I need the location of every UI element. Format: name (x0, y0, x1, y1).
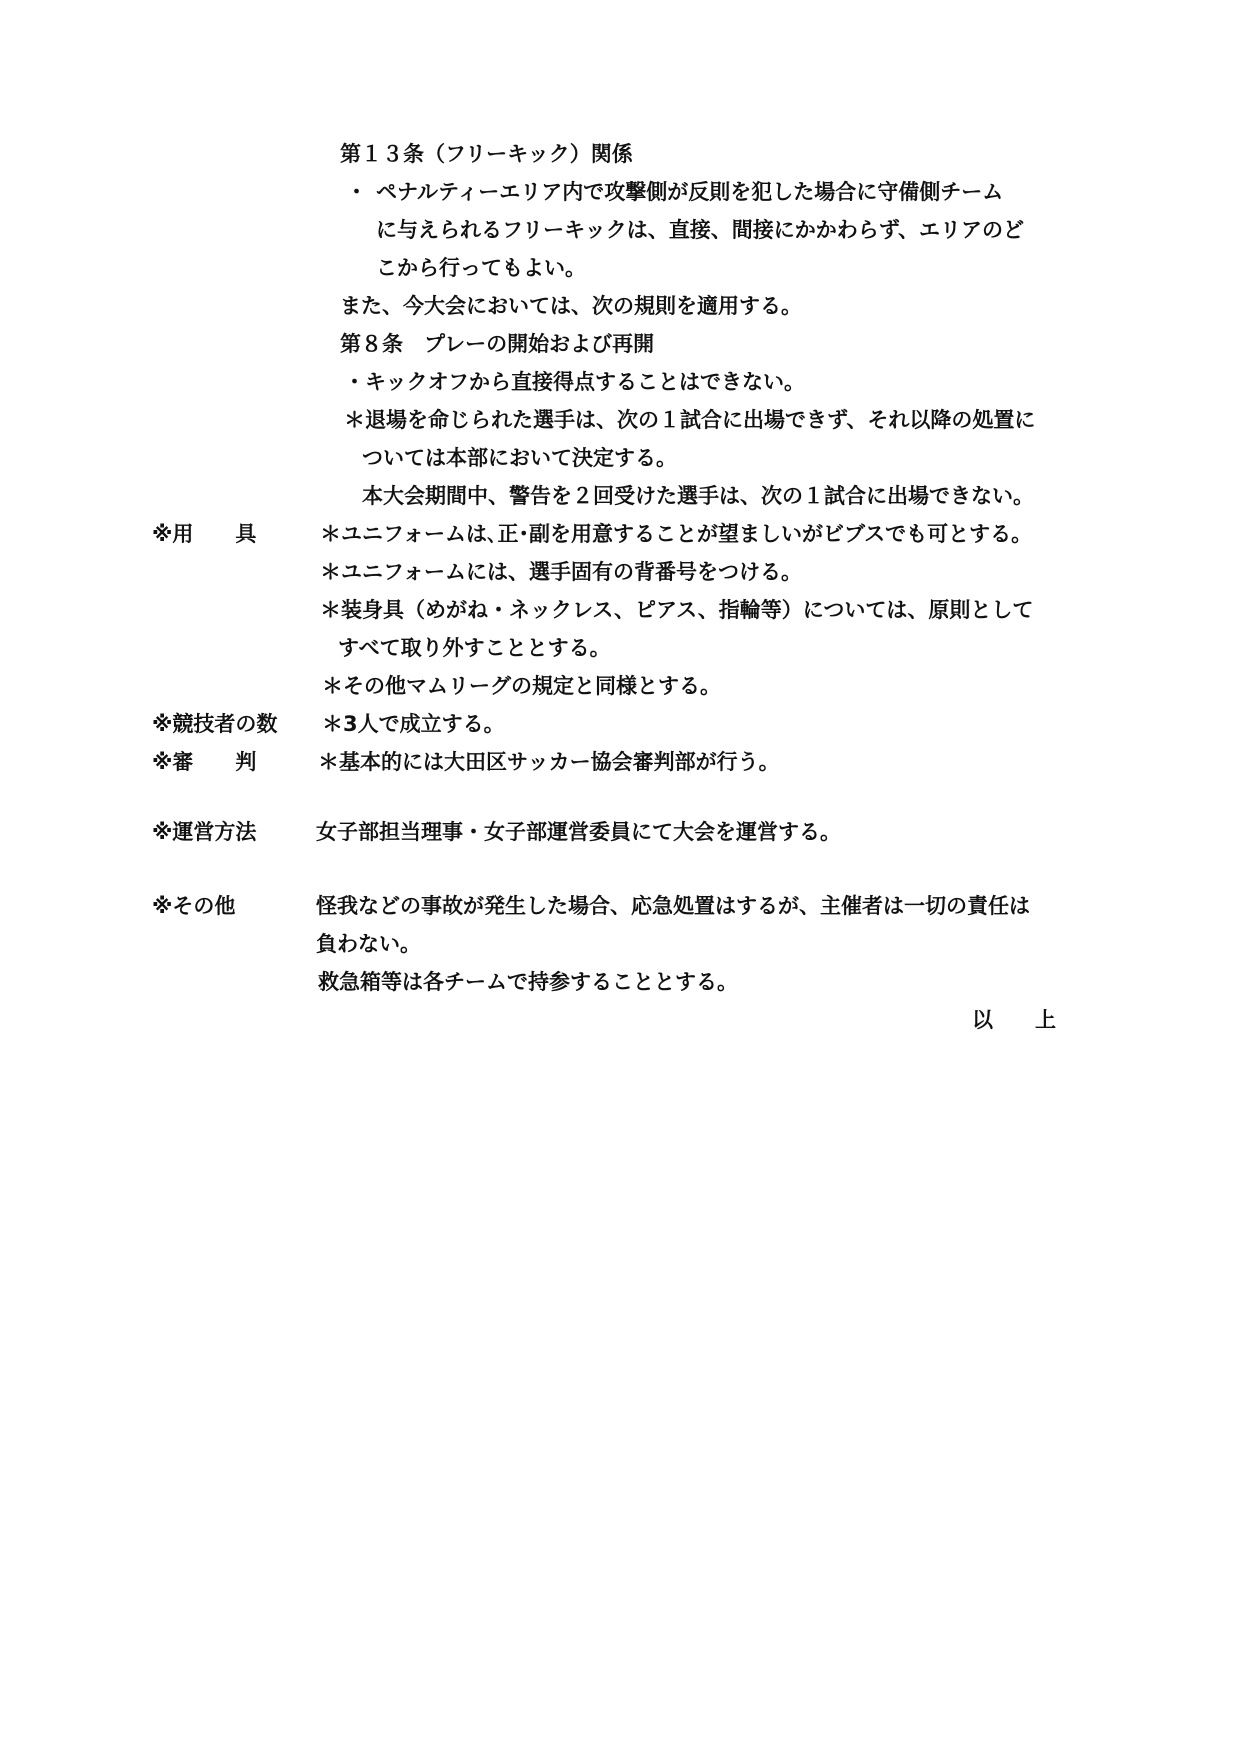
operation-label: ※運営方法 (152, 820, 257, 844)
article-13-line-2: に与えられるフリーキックは、直接、間接にかかわらず、エリアのど (376, 218, 1025, 242)
equipment-item-3: ＊装身具（めがね・ネックレス、ピアス、指輪等）については、原則として (320, 598, 1034, 622)
referee-text: ＊基本的には大田区サッカー協会審判部が行う。 (318, 750, 780, 774)
article-8-item: ・キックオフから直接得点することはできない。 (344, 370, 805, 394)
equipment-label: ※用 具 (152, 522, 257, 546)
also-apply-text: また、今大会においては、次の規則を適用する。 (340, 294, 802, 318)
equipment-item-1: ＊ユニフォームは､正･副を用意することが望ましいがビブスでも可とする。 (320, 522, 1033, 546)
warning-rule: 本大会期間中、警告を２回受けた選手は、次の１試合に出場できない。 (362, 484, 1034, 508)
other-line-3: 救急箱等は各チームで持参することとする。 (318, 970, 738, 994)
referee-label: ※審 判 (152, 750, 257, 774)
closing-text: 以 上 (972, 1008, 1056, 1032)
article-13-line-1: ペナルティーエリア内で攻撃側が反則を犯した場合に守備側チーム (376, 180, 1004, 204)
article-8-heading: 第８条 プレーの開始および再開 (340, 332, 655, 356)
ejection-line-2: ついては本部において決定する。 (362, 446, 677, 470)
ejection-line-1: ＊退場を命じられた選手は、次の１試合に出場できず、それ以降の処置に (344, 408, 1036, 432)
other-line-1: 怪我などの事故が発生した場合、応急処置はするが、主催者は一切の責任は (316, 894, 1030, 918)
equipment-item-2: ＊ユニフォームには、選手固有の背番号をつける。 (320, 560, 802, 584)
article-13-line-3: こから行ってもよい。 (376, 256, 586, 280)
bullet-mark: ・ (346, 180, 367, 204)
other-label: ※その他 (152, 894, 236, 918)
operation-text: 女子部担当理事・女子部運営委員にて大会を運営する。 (316, 820, 841, 844)
equipment-item-4: ＊その他マムリーグの規定と同様とする。 (322, 674, 721, 698)
other-line-2: 負わない。 (316, 932, 421, 956)
equipment-item-3-cont: すべて取り外すこととする。 (338, 636, 611, 660)
players-text: ＊3人で成立する。 (322, 712, 505, 736)
article-13-heading: 第１３条（フリーキック）関係 (340, 142, 633, 166)
players-label: ※競技者の数 (152, 712, 278, 736)
